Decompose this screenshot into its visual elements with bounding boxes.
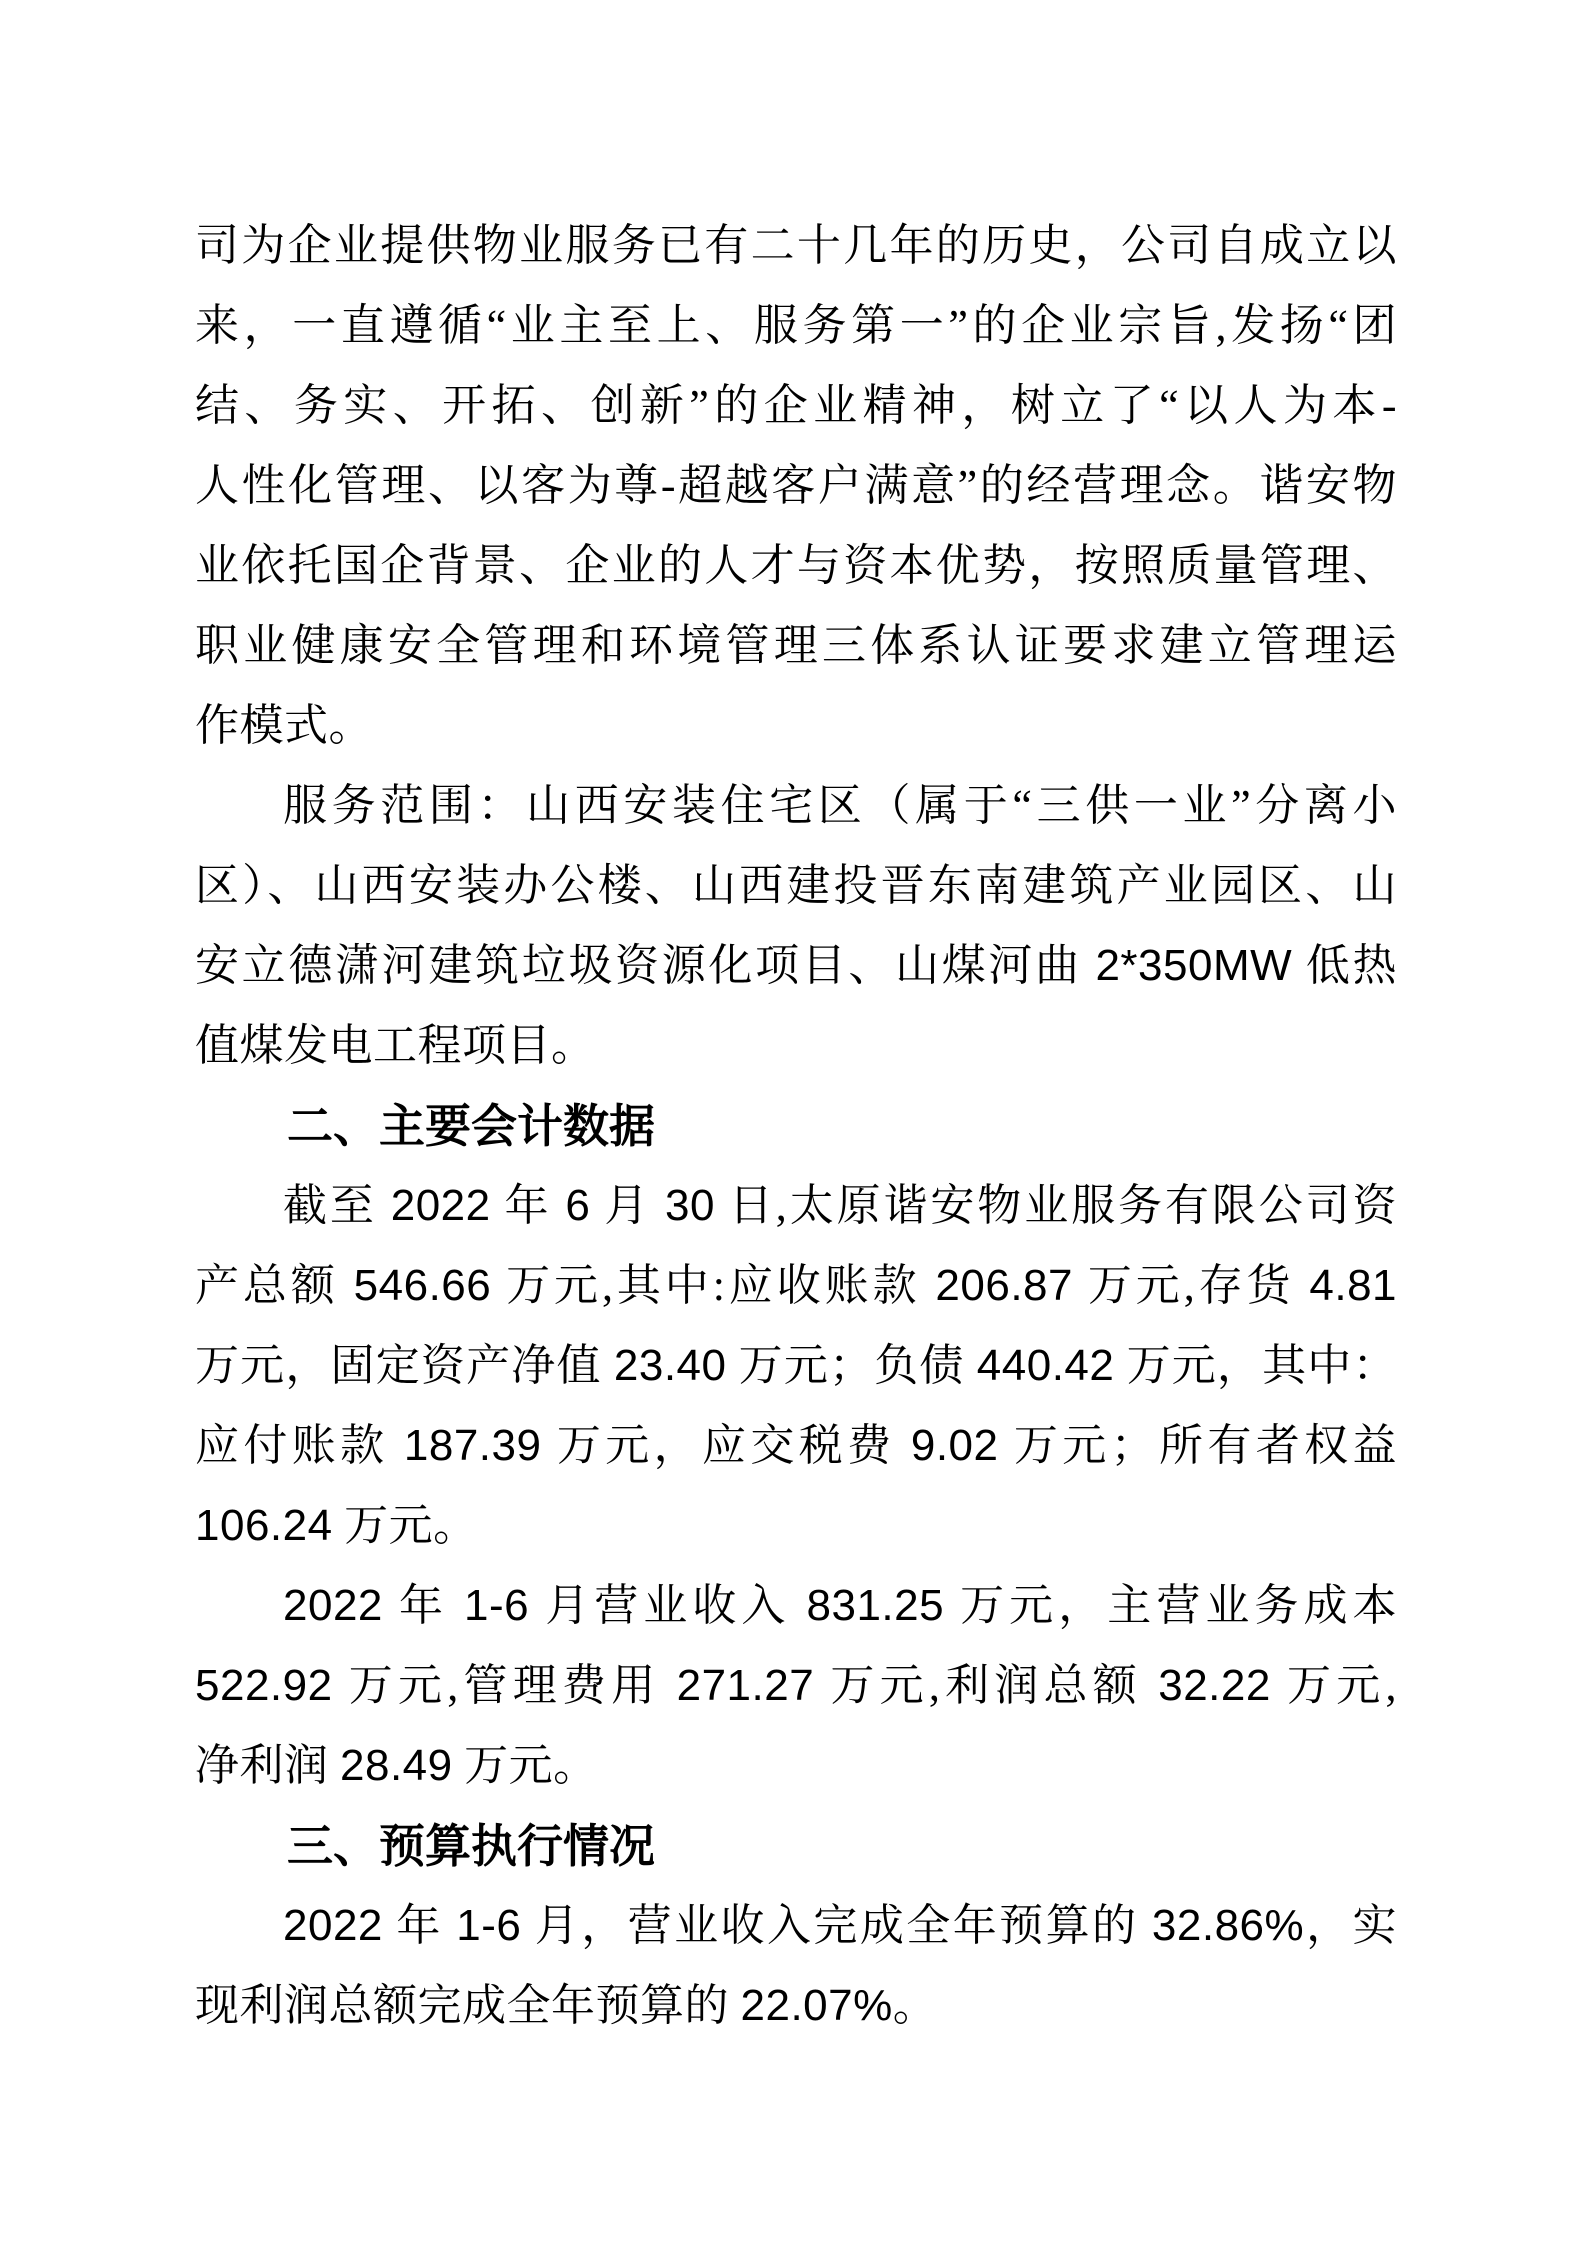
section-heading-budget-execution: 三、预算执行情况 bbox=[287, 1820, 655, 1872]
text-line: 2022 年 1-6 月营业收入 831.25 万元，主营业务成本 bbox=[283, 1581, 1398, 1630]
paragraph-budget-execution bbox=[195, 1886, 1397, 2046]
text-line: 司为企业提供物业服务已有二十几年的历史，公司自成立以 bbox=[195, 221, 1397, 270]
text-line: 人性化管理、以客为尊-超越客户满意”的经营理念。谐安物 bbox=[195, 461, 1397, 510]
text-line: 服务范围：山西安装住宅区（属于“三供一业”分离小 bbox=[283, 781, 1397, 830]
text-line: 截至 2022 年 6 月 30 日,太原谐安物业服务有限公司资 bbox=[283, 1181, 1398, 1230]
text-line: 现利润总额完成全年预算的 22.07%。 bbox=[195, 1981, 938, 2030]
text-line: 值煤发电工程项目。 bbox=[195, 1021, 596, 1070]
text-line: 产总额 546.66 万元,其中:应收账款 206.87 万元,存货 4.81 bbox=[195, 1261, 1398, 1310]
paragraph-service-scope bbox=[195, 766, 1397, 1086]
text-line: 2022 年 1-6 月，营业收入完成全年预算的 32.86%，实 bbox=[283, 1901, 1398, 1950]
text-line: 106.24 万元。 bbox=[195, 1501, 478, 1550]
text-line: 万元，固定资产净值 23.40 万元；负债 440.42 万元，其中： bbox=[195, 1341, 1397, 1390]
text-line: 净利润 28.49 万元。 bbox=[195, 1741, 598, 1790]
text-line: 安立德潇河建筑垃圾资源化项目、山煤河曲 2*350MW 低热 bbox=[195, 941, 1398, 990]
text-line: 结、务实、开拓、创新”的企业精神，树立了“以人为本- bbox=[195, 381, 1397, 430]
paragraph-company-intro bbox=[195, 206, 1397, 766]
paragraph-income-statement bbox=[195, 1566, 1397, 1806]
section-heading-accounting-data: 二、主要会计数据 bbox=[287, 1100, 655, 1152]
text-line: 应付账款 187.39 万元，应交税费 9.02 万元；所有者权益 bbox=[195, 1421, 1398, 1470]
text-line: 522.92 万元,管理费用 271.27 万元,利润总额 32.22 万元, bbox=[195, 1661, 1398, 1710]
text-line: 来，一直遵循“业主至上、服务第一”的企业宗旨,发扬“团 bbox=[195, 301, 1397, 350]
text-line: 作模式。 bbox=[195, 701, 373, 750]
text-line: 职业健康安全管理和环境管理三体系认证要求建立管理运 bbox=[195, 621, 1397, 670]
text-line: 业依托国企背景、企业的人才与资本优势，按照质量管理、 bbox=[195, 541, 1397, 590]
text-line: 区）、山西安装办公楼、山西建投晋东南建筑产业园区、山 bbox=[195, 861, 1397, 910]
paragraph-accounting-data bbox=[195, 1166, 1397, 1566]
